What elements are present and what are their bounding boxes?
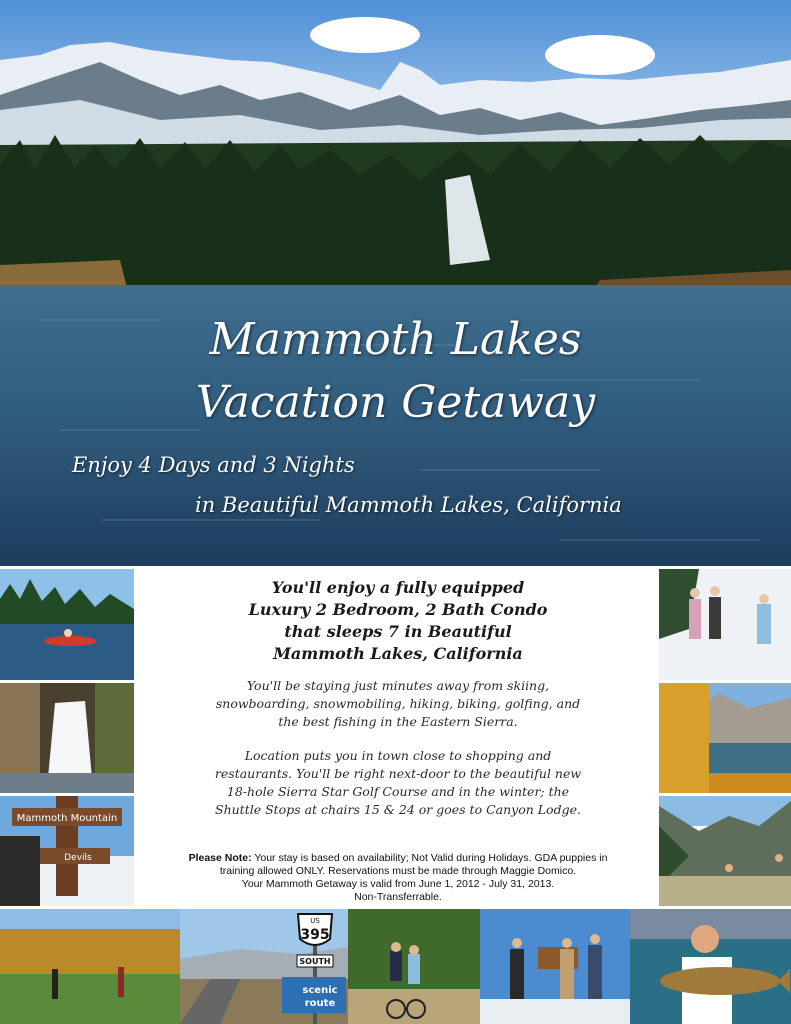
note-label: Please Note: (188, 852, 252, 864)
note-line-1 (137, 852, 659, 865)
note-line-4: Non-Transferrable. (354, 891, 442, 903)
kayak-photo (0, 569, 134, 680)
waterfall-photo (0, 683, 134, 793)
road-sign-number-text: 395 (300, 927, 330, 943)
subtitle-line-2: in Beautiful Mammoth Lakes, California (195, 493, 622, 517)
activities-line-2: snowboarding, snowmobiling, hiking, biking, golfing, and (215, 696, 581, 711)
title-line-1: Mammoth Lakes (209, 314, 582, 365)
activities-line-1: You'll be staying just minutes away from skiing, (246, 678, 550, 693)
headline-line-4: Mammoth Lakes, California (273, 644, 523, 663)
mammoth-mountain-sign-photo (0, 796, 134, 906)
location-line-4: Shuttle Stops at chairs 15 & 24 or goes to Canyon Lodge. (215, 802, 581, 817)
title-line-2: Vacation Getaway (195, 377, 596, 428)
note-line-2: training allowed ONLY. Reservations must be made through Maggie Domico. (219, 865, 577, 877)
details-panel (137, 569, 659, 906)
note-line-3: Your Mammoth Getaway is valid from June 1, 2012 - July 31, 2013. (241, 878, 555, 890)
road-sign-south-text: SOUTH (299, 957, 331, 966)
snowshoe-hikers-photo (659, 569, 791, 680)
fishing-trout-photo (630, 909, 791, 1024)
note-text-1: Your stay is based on availability; Not Valid during Holidays. GDA puppies in (251, 852, 608, 864)
headline (137, 577, 659, 665)
location-line-2: restaurants. You'll be right next-door to the beautiful new (214, 766, 582, 781)
summit-hikers-photo (480, 909, 630, 1024)
headline-line-3: that sleeps 7 in Beautiful (284, 622, 512, 641)
activities-line-3: the best fishing in the Eastern Sierra. (278, 714, 518, 729)
location-line-1: Location puts you in town close to shopping and (244, 748, 552, 763)
golf-course-photo (0, 909, 180, 1024)
headline-line-2: Luxury 2 Bedroom, 2 Bath Condo (248, 600, 548, 619)
autumn-lake-photo (659, 683, 791, 793)
subtitle-line-1: Enjoy 4 Days and 3 Nights (72, 453, 355, 477)
mountain-canyon-photo (659, 796, 791, 906)
sign-devils-text: Devils (64, 853, 92, 863)
location-paragraph (157, 747, 639, 819)
bikers-photo (348, 909, 480, 1024)
activities-paragraph (157, 677, 639, 731)
scenic-sign-text-1: scenic (302, 985, 338, 996)
us-395-road-photo (180, 909, 348, 1024)
location-line-3: 18-hole Sierra Star Golf Course and in the winter; the (226, 784, 570, 799)
scenic-sign-text-2: route (304, 998, 336, 1009)
sign-mammoth-mountain-text: Mammoth Mountain (16, 813, 118, 824)
please-note (137, 852, 659, 904)
headline-line-1: You'll enjoy a fully equipped (271, 578, 525, 597)
road-sign-us-text: US (310, 917, 320, 925)
